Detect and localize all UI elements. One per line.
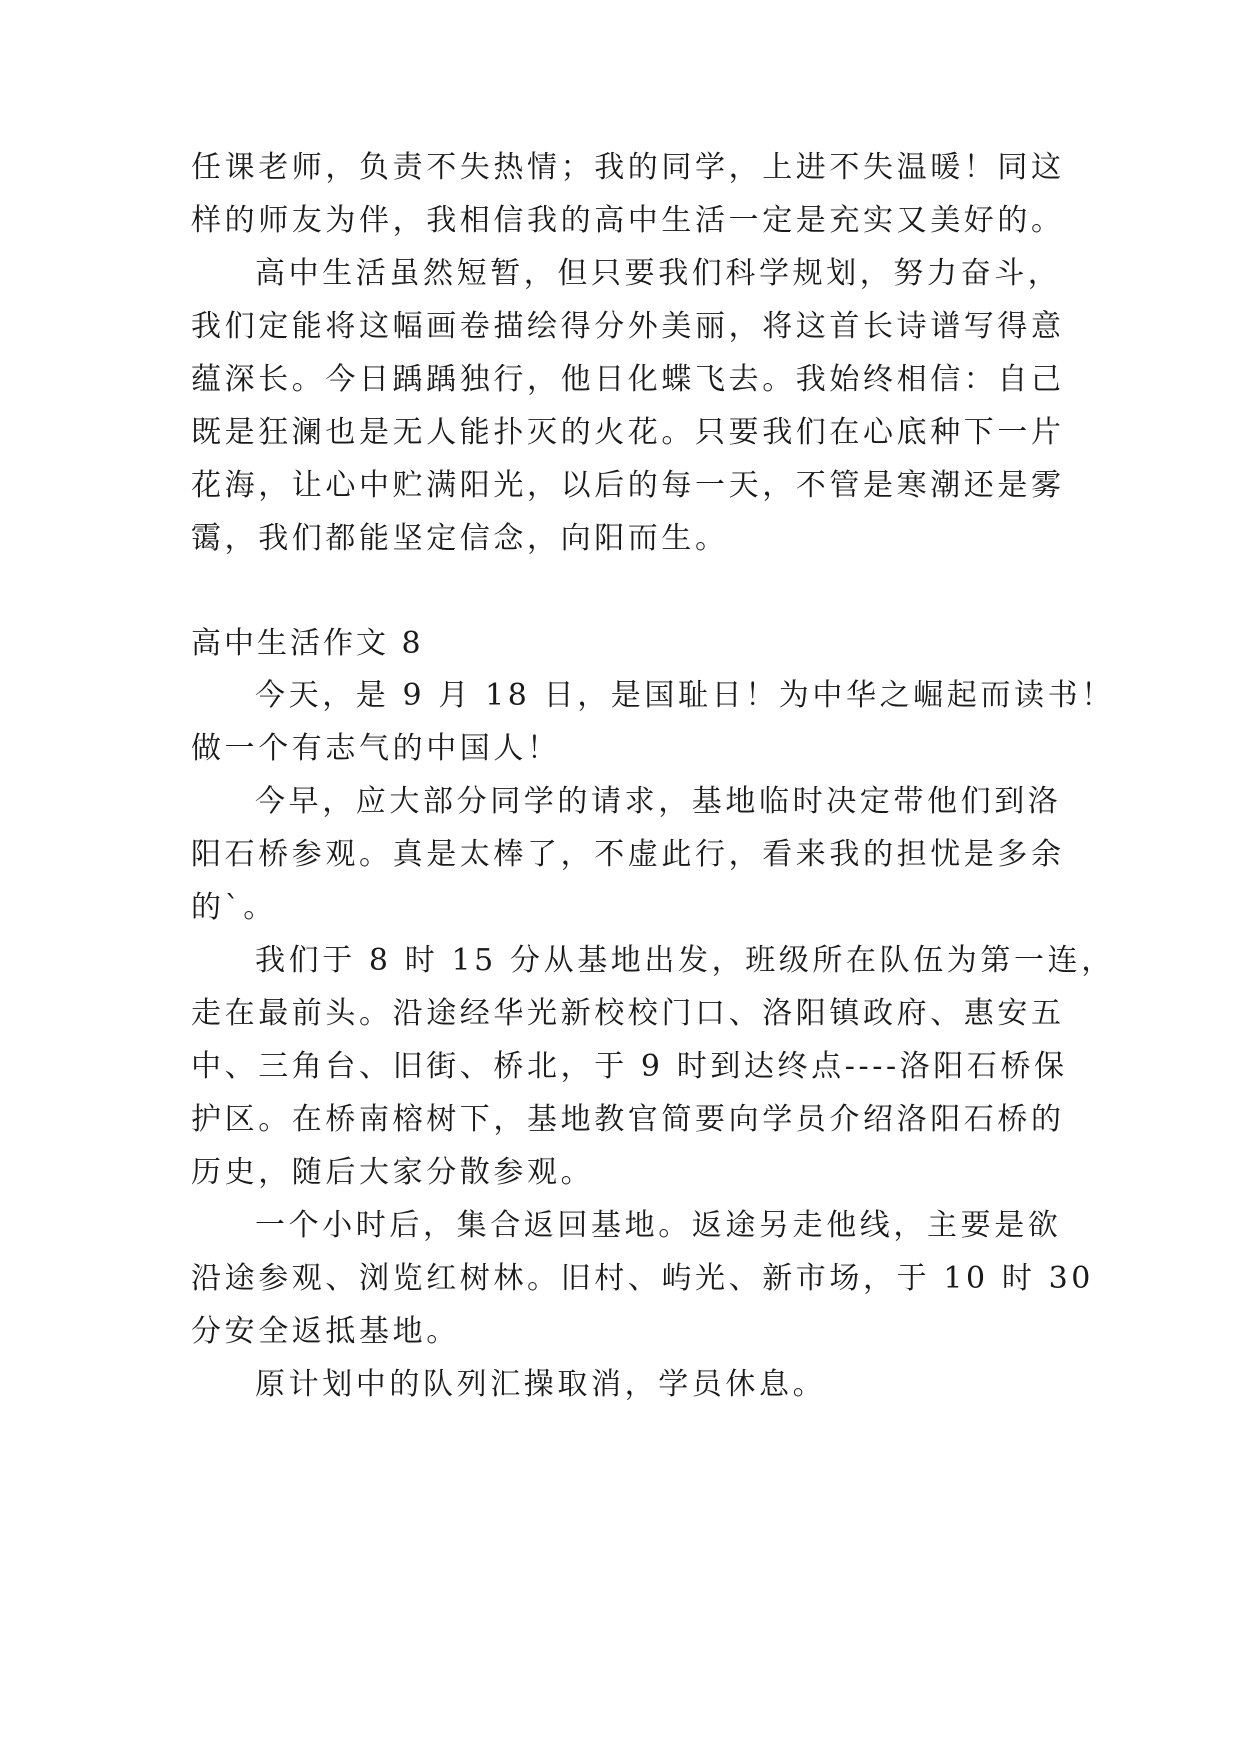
text-line: 阳石桥参观。真是太棒了，不虚此行，看来我的担忧是多余	[191, 837, 1065, 872]
text-line: 中、三角台、旧街、桥北，于 9 时到达终点----洛阳石桥保	[191, 1049, 1068, 1084]
text-line: 样的师友为伴，我相信我的高中生活一定是充实又美好的。	[191, 203, 1065, 238]
text-line: 高中生活虽然短暂，但只要我们科学规划，努力奋斗，	[255, 256, 1062, 291]
text-line: 做一个有志气的中国人！	[191, 731, 561, 766]
text-line: 我们定能将这幅画卷描绘得分外美丽，将这首长诗谱写得意	[191, 309, 1065, 344]
text-line: 历史，随后大家分散参观。	[191, 1155, 595, 1190]
text-line: 花海，让心中贮满阳光，以后的每一天，不管是寒潮还是雾	[191, 468, 1065, 503]
text-line: 霭，我们都能坚定信念，向阳而生。	[191, 521, 729, 556]
text-line: 今天，是 9 月 18 日，是国耻日！为中华之崛起而读书！	[255, 678, 1115, 713]
text-line: 我们于 8 时 15 分从基地出发，班级所在队伍为第一连，	[255, 943, 1115, 978]
text-line: 一个小时后，集合返回基地。返途另走他线，主要是欲	[255, 1208, 1062, 1243]
text-line: 分安全返抵基地。	[191, 1314, 460, 1349]
text-line: 既是狂澜也是无人能扑灭的火花。只要我们在心底种下一片	[191, 415, 1065, 450]
text-line: 任课老师，负责不失热情；我的同学，上进不失温暖！同这	[191, 150, 1065, 185]
text-line: 原计划中的队列汇操取消，学员休息。	[255, 1367, 827, 1402]
text-line: 走在最前头。沿途经华光新校校门口、洛阳镇政府、惠安五	[191, 996, 1065, 1031]
text-line: 的`。	[191, 890, 277, 925]
text-line: 沿途参观、浏览红树林。旧村、屿光、新市场，于 10 时 30	[191, 1261, 1094, 1296]
text-line: 护区。在桥南榕树下，基地教官简要向学员介绍洛阳石桥的	[191, 1102, 1065, 1137]
text-line: 今早，应大部分同学的请求，基地临时决定带他们到洛	[255, 784, 1062, 819]
essay-title: 高中生活作文 8	[191, 626, 424, 661]
text-line: 蕴深长。今日踽踽独行，他日化蝶飞去。我始终相信：自己	[191, 362, 1065, 397]
